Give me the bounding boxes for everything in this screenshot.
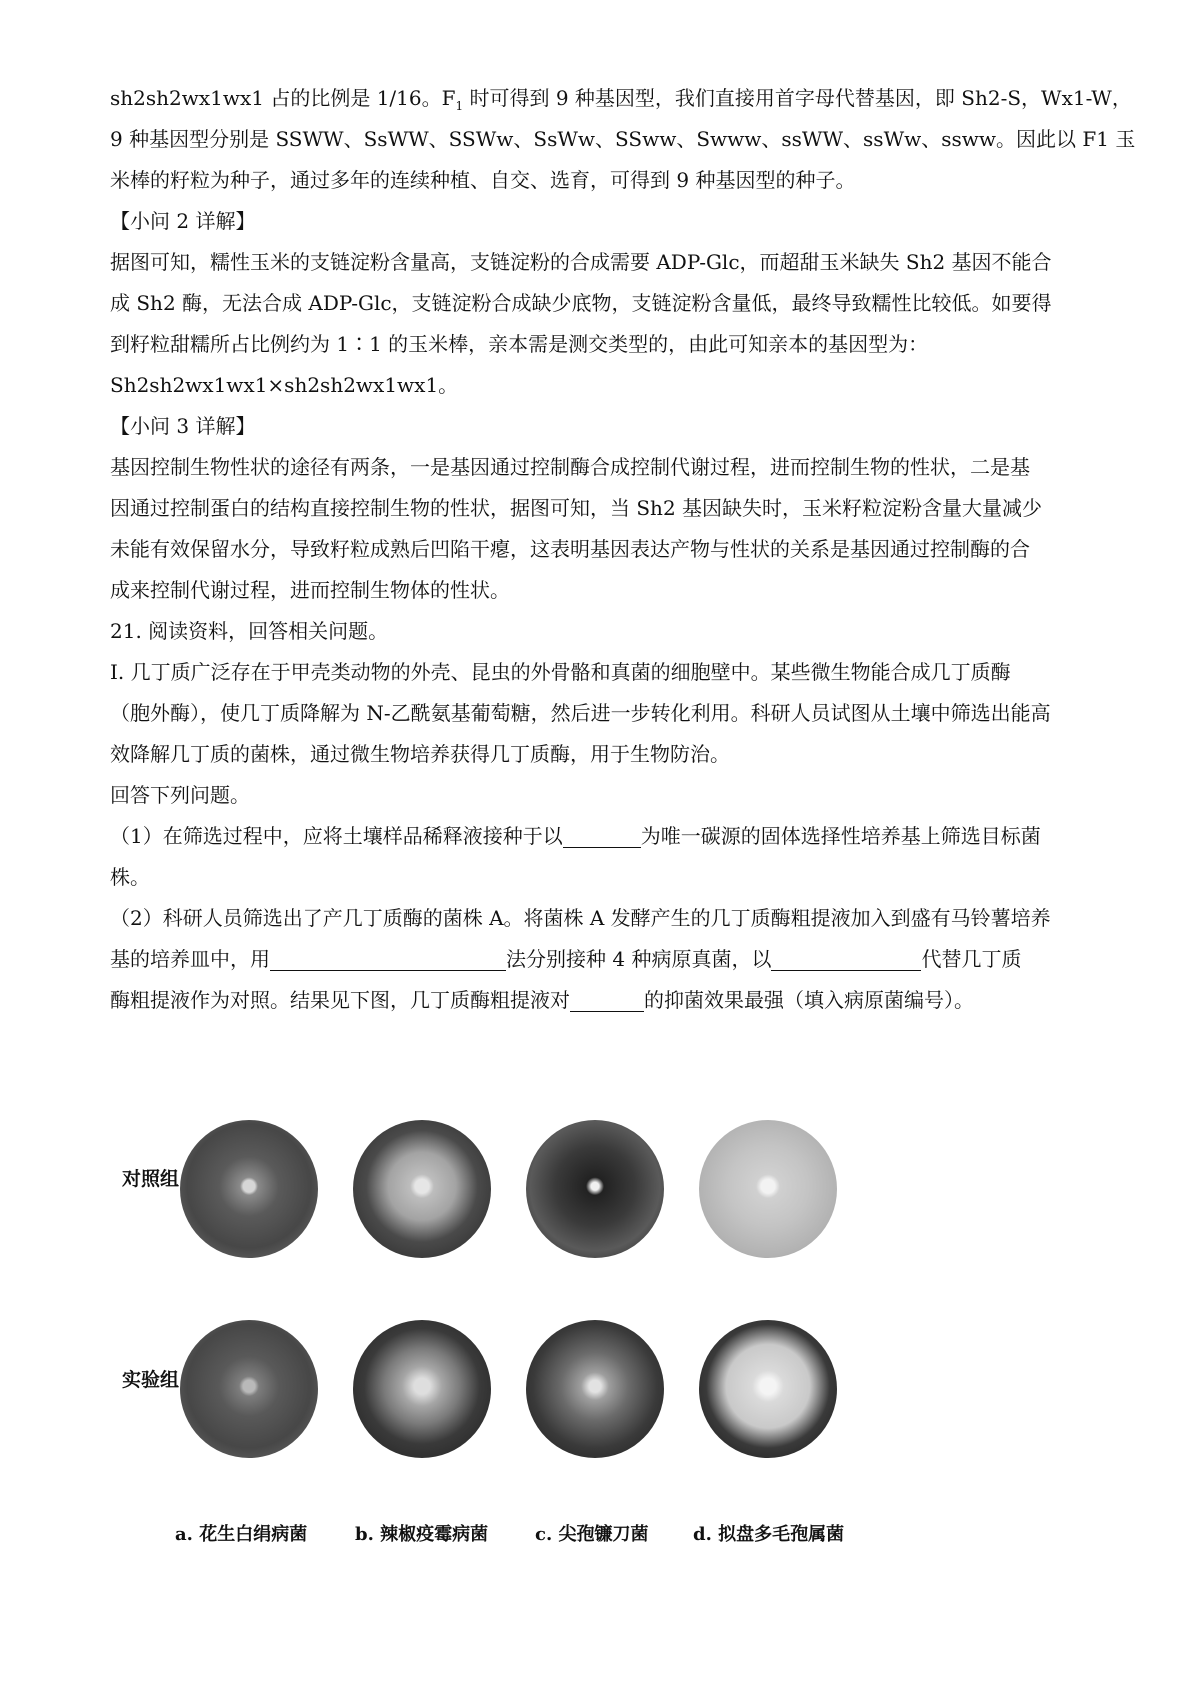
q3-heading: 【小问 3 详解】 — [110, 414, 256, 438]
q21-sub2-line2: 基的培养皿中，用 法分别接种 4 种病原真菌，以 代替几丁质 — [110, 947, 1022, 971]
q21-sub1-line1: （1）在筛选过程中，应将土壤样品稀释液接种于以 为唯一碳源的固体选择性培养基上筛选目标菌 — [110, 824, 1041, 848]
control-group-label: 对照组 — [122, 1168, 180, 1190]
para3-line1: 基因控制生物性状的途径有两条，一是基因通过控制酶合成控制代谢过程，进而控制生物的性状，二是基 — [110, 455, 1030, 479]
q21-sub2-line1: （2）科研人员筛选出了产几丁质酶的菌株 A。将菌株 A 发酵产生的几丁质酶粗提液加入到盛有马铃薯培养 — [110, 906, 1051, 930]
para3-line4: 成来控制代谢过程，进而控制生物体的性状。 — [110, 578, 510, 602]
experiment-group-label: 实验组 — [122, 1369, 180, 1391]
para2-line2: 成 Sh2 酶，无法合成 ADP-Glc，支链淀粉合成缺少底物，支链淀粉含量低，最终导致糯性比较低。如要得 — [110, 291, 1052, 315]
answer-blank-4[interactable] — [570, 989, 644, 1012]
answer-blank-3[interactable] — [771, 948, 921, 971]
para2-line3: 到籽粒甜糯所占比例约为 1∶1 的玉米棒，亲本需是测交类型的，由此可知亲本的基因型为： — [110, 332, 929, 356]
para1-line2: 9 种基因型分别是 SSWW、SsWW、SSWw、SsWw、SSww、Swww、ssWW、ssWw、ssww。因此以 F1 玉 — [110, 127, 1136, 151]
q2-heading: 【小问 2 详解】 — [110, 209, 256, 233]
q21-intro-line2: （胞外酶），使几丁质降解为 N-乙酰氨基葡萄糖，然后进一步转化利用。科研人员试图从土壤中筛选出能高 — [110, 701, 1051, 725]
caption-a: a. 花生白绢病菌 — [175, 1524, 308, 1545]
petri-dish-c-experiment — [526, 1320, 664, 1458]
q21-sub2-line3: 酶粗提液作为对照。结果见下图，几丁质酶粗提液对 的抑菌效果最强（填入病原菌编号）。 — [110, 988, 974, 1012]
answer-prompt: 回答下列问题。 — [110, 783, 250, 807]
petri-dish-figure — [110, 1112, 870, 1552]
petri-dish-a-control — [180, 1120, 318, 1258]
para2-line1: 据图可知，糯性玉米的支链淀粉含量高，支链淀粉的合成需要 ADP-Glc，而超甜玉米缺失 Sh2 基因不能合 — [110, 250, 1052, 274]
petri-dish-b-control — [353, 1120, 491, 1258]
caption-b: b. 辣椒疫霉病菌 — [355, 1524, 489, 1545]
caption-d: d. 拟盘多毛孢属菌 — [693, 1524, 845, 1545]
para2-line4: Sh2sh2wx1wx1×sh2sh2wx1wx1。 — [110, 373, 459, 397]
petri-dish-c-control — [526, 1120, 664, 1258]
q21-intro-line3: 效降解几丁质的菌株，通过微生物培养获得几丁质酶，用于生物防治。 — [110, 742, 730, 766]
q21-sub1-line2: 株。 — [110, 865, 150, 889]
para1-line1: sh2sh2wx1wx1 占的比例是 1/16。$F_1$ 时可得到 9 种基因型，我们直接用首字母代替基因，即 Sh2-S，Wx1-W， — [110, 86, 1132, 113]
q21-intro-line1: Ⅰ. 几丁质广泛存在于甲壳类动物的外壳、昆虫的外骨骼和真菌的细胞壁中。某些微生物能合成几丁质酶 — [110, 660, 1011, 684]
para1-line3: 米棒的籽粒为种子，通过多年的连续种植、自交、选育，可得到 9 种基因型的种子。 — [110, 168, 856, 192]
para3-line3: 未能有效保留水分，导致籽粒成熟后凹陷干瘪，这表明基因表达产物与性状的关系是基因通过控制酶的合 — [110, 537, 1030, 561]
petri-dish-b-experiment — [353, 1320, 491, 1458]
caption-c: c. 尖孢镰刀菌 — [535, 1524, 649, 1545]
petri-dish-d-experiment — [699, 1320, 837, 1458]
document-body — [110, 78, 1136, 1021]
para3-line2: 因通过控制蛋白的结构直接控制生物的性状，据图可知，当 Sh2 基因缺失时，玉米籽粒淀粉含量大量减少 — [110, 496, 1043, 520]
petri-dish-a-experiment — [180, 1320, 318, 1458]
answer-blank-2[interactable] — [270, 948, 506, 971]
petri-dish-d-control — [699, 1120, 837, 1258]
question-21-title: 21. 阅读资料，回答相关问题。 — [110, 619, 389, 643]
answer-blank-1[interactable] — [563, 825, 641, 848]
